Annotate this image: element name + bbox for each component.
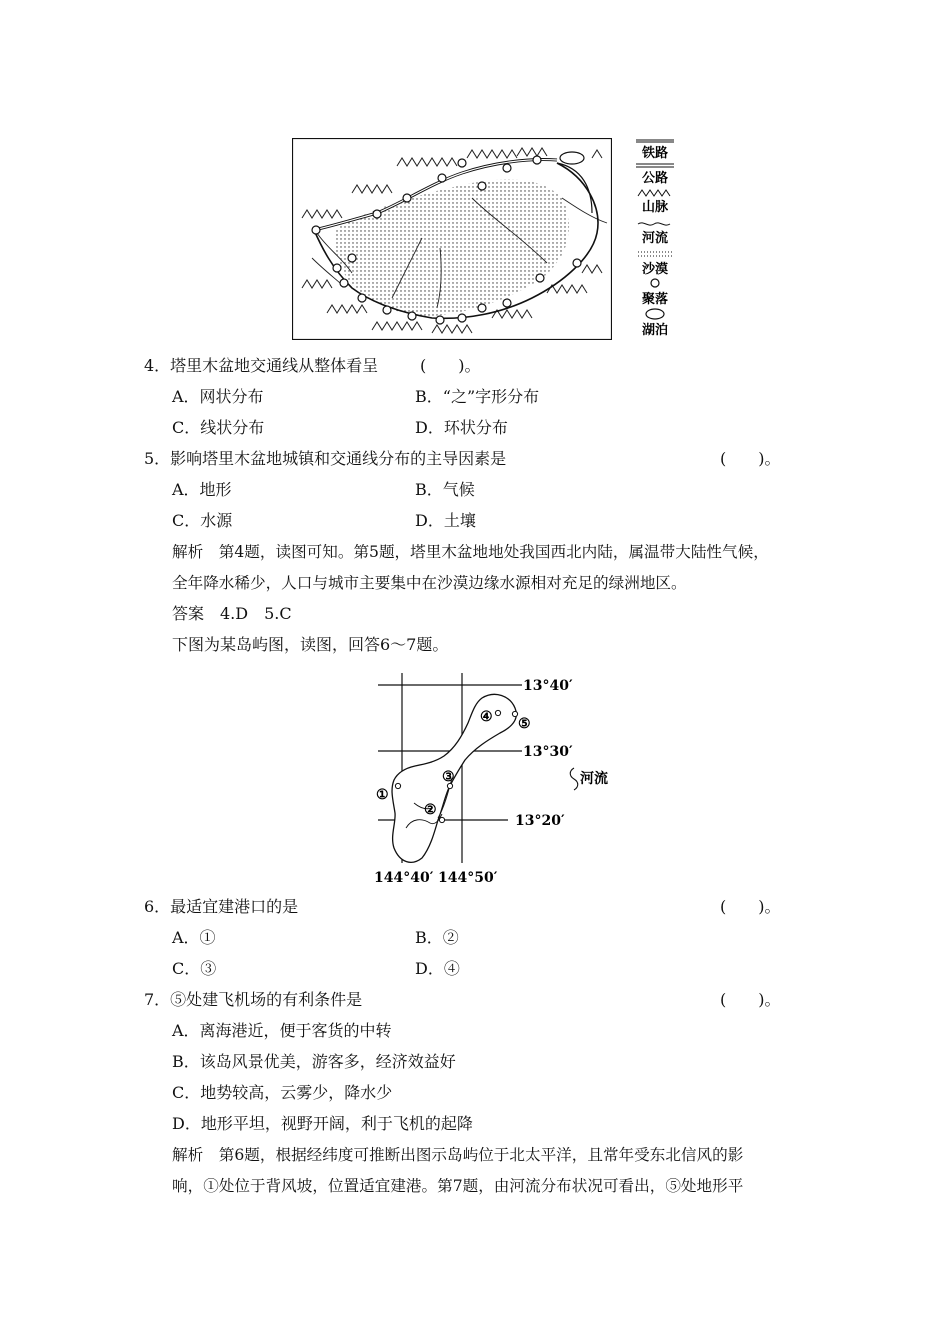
q7-option-d: D．地形平坦，视野开阔，利于飞机的起降 xyxy=(172,1114,473,1133)
q6-option-c: C．③ xyxy=(172,959,217,978)
analysis2-line2: 响，①处位于背风坡，位置适宜建港。第7题，由河流分布状况可看出，⑤处地形平 xyxy=(172,1177,744,1195)
river-legend-label: 河流 xyxy=(580,771,608,787)
marker-4: ④ xyxy=(480,709,493,725)
q4-option-b: B．“之”字形分布 xyxy=(415,387,540,406)
q7-option-c: C．地势较高，云雾少，降水少 xyxy=(172,1083,393,1102)
q5-option-b: B．气候 xyxy=(415,480,475,499)
q7-option-b: B．该岛风景优美，游客多，经济效益好 xyxy=(172,1052,456,1071)
q5-option-a: A．地形 xyxy=(172,480,232,499)
q4-option-d: D．环状分布 xyxy=(415,418,508,437)
q7-option-a: A．离海港近，便于客货的中转 xyxy=(172,1021,392,1040)
legend-highway: 公路 xyxy=(641,171,669,186)
marker-3: ③ xyxy=(442,769,455,785)
lat-label-1330: 13°30′ xyxy=(523,744,573,760)
q6-option-a: A．① xyxy=(172,928,216,947)
q6-stem: 6．最适宜建港口的是 xyxy=(144,897,299,916)
tarim-basin-map xyxy=(292,138,612,340)
legend-railway: 铁路 xyxy=(641,146,669,161)
intro2: 下图为某岛屿图，读图，回答6～7题。 xyxy=(172,635,449,654)
q5-stem: 5．影响塔里木盆地城镇和交通线分布的主导因素是 xyxy=(144,449,507,468)
q4-stem: 4．塔里木盆地交通线从整体看呈 xyxy=(144,356,379,375)
analysis1-line2: 全年降水稀少，人口与城市主要集中在沙漠边缘水源相对充足的绿洲地区。 xyxy=(172,574,687,592)
legend-lake: 湖泊 xyxy=(641,323,669,338)
q5-option-c: C．水源 xyxy=(172,511,233,530)
q4-answer-paren: ( )。 xyxy=(420,356,481,375)
map-legend xyxy=(632,136,678,342)
river-legend-symbol xyxy=(570,768,578,790)
q6-option-d: D．④ xyxy=(415,959,460,978)
q7-answer-paren: ( )。 xyxy=(720,990,781,1009)
q6-option-b: B．② xyxy=(415,928,459,947)
legend-river: 河流 xyxy=(641,231,669,246)
q5-option-d: D．土壤 xyxy=(415,511,476,530)
answer1: 答案 4.D 5.C xyxy=(172,604,292,623)
analysis1-line1: 解析 第4题，读图可知。第5题，塔里木盆地地处我国西北内陆，属温带大陆性气候， xyxy=(172,543,769,561)
lat-label-1320: 13°20′ xyxy=(515,813,565,829)
lake xyxy=(560,152,584,164)
q6-answer-paren: ( )。 xyxy=(720,897,781,916)
q7-stem: 7．⑤处建飞机场的有利条件是 xyxy=(144,990,363,1009)
lon-label-14450: 144°50′ xyxy=(438,870,498,886)
lat-label-1340: 13°40′ xyxy=(523,678,573,694)
marker-2: ② xyxy=(424,802,437,818)
q5-answer-paren: ( )。 xyxy=(720,449,781,468)
legend-desert: 沙漠 xyxy=(641,262,669,277)
island-map xyxy=(360,668,620,888)
marker-1: ① xyxy=(376,787,389,803)
legend-settlement: 聚落 xyxy=(641,292,669,307)
analysis2-line1: 解析 第6题，根据经纬度可推断出图示岛屿位于北太平洋，且常年受东北信风的影 xyxy=(172,1146,744,1164)
marker-5: ⑤ xyxy=(518,716,531,732)
lon-label-14440: 144°40′ xyxy=(374,870,434,886)
q4-option-a: A．网状分布 xyxy=(172,387,264,406)
q4-option-c: C．线状分布 xyxy=(172,418,265,437)
legend-mountain: 山脉 xyxy=(641,200,669,215)
